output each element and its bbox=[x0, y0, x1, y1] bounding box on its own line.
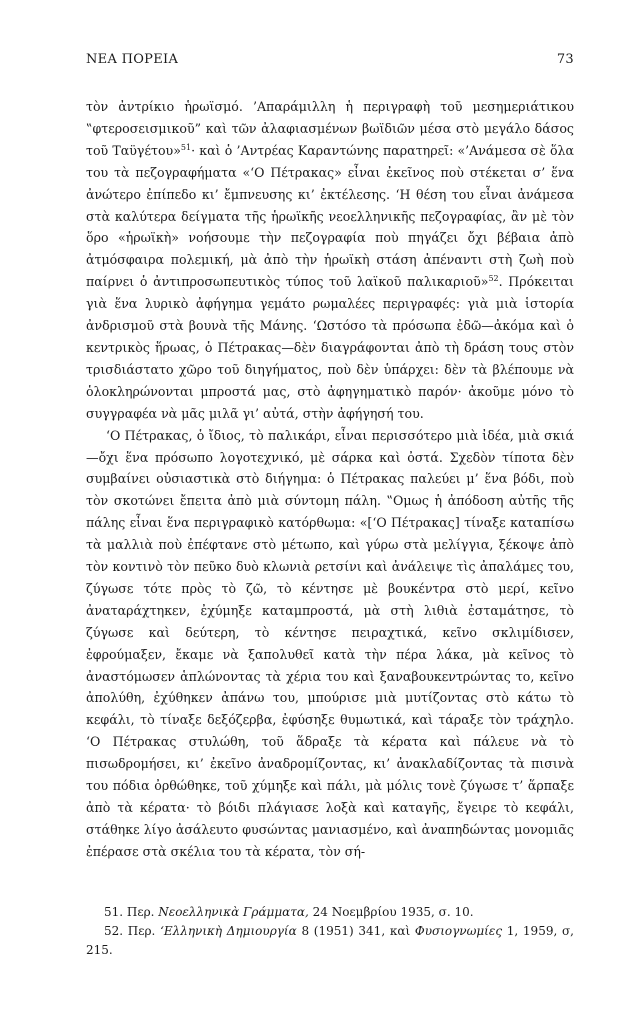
paragraph: ‘Ο Πέτρακας, ὁ ἴδιος, τὸ παλικάρι, εἶναι περισσότερο μιὰ ἰδέα, μιὰ σκιά—ὄχι ἕνα πρόσωπο λογοτεχνικό, μὲ σάρκα καὶ ὀστά. Σχεδὸν τίποτα δὲν συμβαίνει οὐσιαστικὰ στὸ διήγημα: ὁ Πέτρακας παλεύει μ’ ἕνα βόδι, ποὺ τὸν σκοτώνει ἔπειτα ἀπὸ μιὰ σύντομη πάλη. ‟Ομως ἡ ἀπόδοση αὐτῆς τῆς πάλης εἶναι ἕνα περιγραφικὸ κατόρθωμα: «[‘Ο Πέτρακας] τίναξε καταπίσω τὰ μαλλιὰ ποὺ ἐπέφτανε στὸ μέτωπο, καὶ γύρω στὰ μελίγγια, ξέκοψε ἀπὸ τὸν κοντινὸ τὸν πεῦκο δυὸ κλωνιὰ ρετσίνι καὶ ἀνάλειψε τὶς ἀπαλάμες του, ζύγωσε τότε πρὸς τὸ ζῶ, τὸ κέντησε μὲ βουκέντρα στὸ μερί, κεῖνο ἀναταράχτηκεν, ἐχύμηξε καταμπροστά, μὰ στὴ λιθιὰ ἐσταμάτησε, τὸ ζύγωσε καὶ δεύτερη, τὸ κέντησε πειραχτικά, κεῖνο σκλιμίδισεν, ἐφρούμαξεν, ἔκαμε νὰ ξαπολυθεῖ κατὰ τὴν πέρα λάκα, μὰ κεῖνος τὸ ἀναστόμωσεν ἁπλώνοντας τὰ χέρια του καὶ ξαναβουκεντρώντας το, κεῖνο ἀπολύθη, ἐχύθηκεν ἀπάνω του, μπούρισε μιὰ μυτίζοντας στὸ κάτω τὸ κεφάλι, τὸ τίναξε δεξόζερβα, ἐφύσηξε θυμωτικά, καὶ τάραξε τὸν τράχηλο. ‘Ο Πέτρακας στυλώθη, τοῦ ἅδραξε τὰ κέρατα καὶ πάλευε νὰ τὸ πισωδρομήσει, κι’ ἐκεῖνο ἀναδρομίζοντας, κι’ ἀνακλαδίζοντας τὰ πισινὰ του πόδια ὀρθώθηκε, τοῦ χύμηξε καὶ πάλι, μὰ μόλις τονὲ ζύγωσε τ’ ἅρπαξε ἀπὸ τὰ κέρατα· τὸ βόιδι πλάγιασε λοξὰ καὶ καταγῆς, ἔγειρε τὸ κεφάλι, στάθηκε λίγο ἀσάλευτο φυσώντας μανιασμένο, καὶ ἀναπηδώντας μονομιᾶς ἐπέρασε στὰ σκέλια του τὰ κέρατα, τὸν σή- bbox=[86, 427, 574, 859]
paragraph-text: · καὶ ὁ ’Αντρέας Καραντώνης παρατηρεῖ: «’Ανάμεσα σὲ ὅλα του τὰ πεζογραφήματα «‘Ο Πέτρακας» εἶναι ἐκεῖνος ποὺ στέκεται σ’ ἕνα ἀνώτερο ἐπίπεδο κι’ ἔμπνευσης κι’ ἐκτέλεσης. ‘Η θέση του εἶναι ἀνάμεσα στὰ καλύτερα δείγματα τῆς ἡρωϊκῆς νεοελληνικῆς πεζογραφίας, ἂν μὲ τὸν ὅρο «ἡρωϊκὴ» νοήσουμε τὴν πεζογραφία ποὺ πηγάζει ὄχι βέβαια ἀπὸ ἀτμόσφαιρα πολεμική, μὰ ἀπὸ τὴν ἡρωϊκὴ στάση ἀπέναντι στὴ ζωὴ ποὺ παίρνει ὁ ἀντιπροσωπευτικὸς τύπος τοῦ λαϊκοῦ παλικαριοῦ» bbox=[86, 142, 575, 290]
footnotes bbox=[86, 903, 574, 960]
paragraph bbox=[86, 96, 574, 425]
paragraph-text: . Πρόκειται γιὰ ἕνα λυρικὸ ἀφήγημα γεμάτο ρωμαλέες περιγραφές: γιὰ μιὰ ἱστορία ἀνδρισμοῦ στὰ βουνὰ τῆς Μάνης. ‘Ωστόσο τὰ πρόσωπα ἐδῶ—ἀκόμα καὶ ὁ κεντρικὸς ἥρωας, ὁ Πέτρακας—δὲν διαγράφονται ἀπὸ τὴ δράση τους στὸν τρισδιάστατο χῶρο τοῦ διηγήματος, ποὺ δὲν ὑπάρχει: δὲν τὰ βλέπουμε νὰ ὁλοκληρώνονται μπροστά μας, στὸ ἀφηγηματικὸ παρόν· ἀκοῦμε μόνο τὸ συγγραφέα νὰ μᾶς μιλᾶ γι’ αὐτά, στὴν ἀφήγησή του. bbox=[86, 274, 574, 421]
footnote-ref-51: 51 bbox=[180, 142, 192, 152]
footnote-text: 52. Περ. bbox=[104, 924, 161, 938]
footnote-ref-52: 52 bbox=[488, 274, 499, 284]
body-text bbox=[86, 96, 574, 863]
footnote-text: 24 Νοεμβρίου 1935, σ. 10. bbox=[308, 905, 474, 919]
footnote-journal-title: ‘Ελληνικὴ Δημιουργία bbox=[160, 924, 297, 938]
page-number: 73 bbox=[556, 52, 574, 67]
running-head bbox=[86, 52, 574, 72]
footnote-journal-title: Φυσιογνωμίες bbox=[414, 924, 503, 938]
journal-name: ΝΕΑ ΠΟΡΕΙΑ bbox=[86, 52, 179, 67]
footnote-journal-title: Νεοελληνικὰ Γράμματα, bbox=[158, 905, 309, 919]
footnote-51 bbox=[86, 903, 574, 922]
footnote-text: 8 (1951) 341, καὶ bbox=[296, 924, 415, 938]
footnote-52 bbox=[86, 922, 574, 960]
paragraph-text: τὸν ἀντρίκιο ἡρωϊσμό. ’Απαράμιλλη ἡ περιγραφὴ τοῦ μεσημεριάτικου ‟φτεροσεισμικοῦ” καὶ τῶν ἀλαφιασμένων βωϊδιῶν μέσα στὸ μεγάλο δάσος τοῦ Ταϋγέτου» bbox=[86, 99, 574, 158]
footnote-text: 1, 1959, σ, 215. bbox=[86, 924, 574, 957]
footnote-text: 51. Περ. bbox=[104, 905, 159, 919]
